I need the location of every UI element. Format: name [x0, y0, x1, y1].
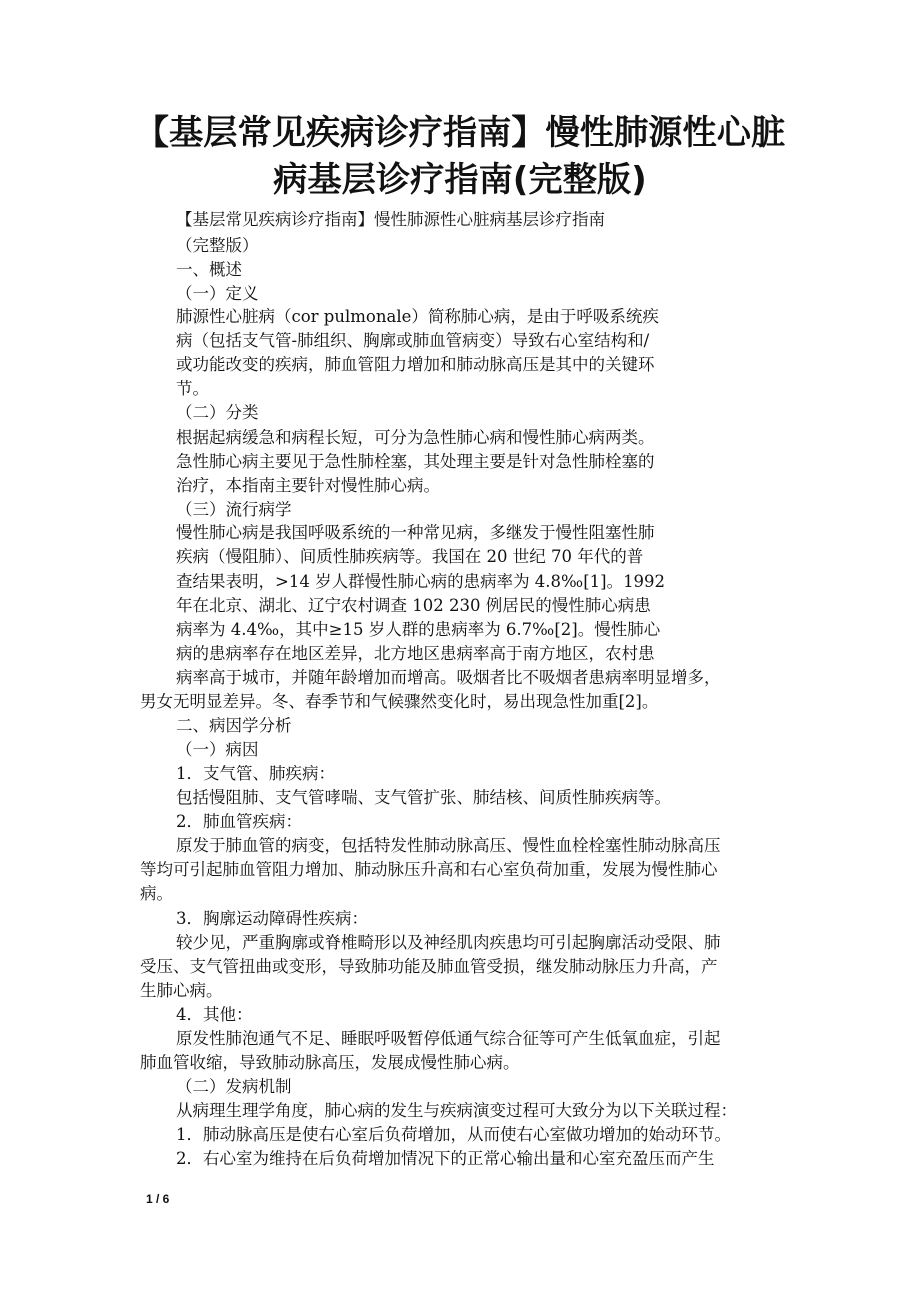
body-line: 原发性肺泡通气不足、睡眠呼吸暂停低通气综合征等可产生低氧血症，引起 [176, 1029, 721, 1048]
body-line: 病的患病率存在地区差异，北方地区患病率高于南方地区，农村患 [176, 644, 655, 663]
body-line: 生肺心病。 [140, 981, 223, 1000]
body-line: 男女无明显差异。冬、春季节和气候骤然变化时，易出现急性加重[2]。 [140, 692, 659, 711]
subsection-heading: （三）流行病学 [176, 500, 292, 519]
body-line: 4．其他： [176, 1005, 253, 1024]
body-line: 3．胸廓运动障碍性疾病： [176, 909, 368, 928]
document-title-line-2: 病基层诊疗指南(完整版) [273, 160, 647, 200]
body-line: 治疗，本指南主要针对慢性肺心病。 [176, 476, 440, 495]
section-heading: 一、概述 [176, 260, 242, 279]
body-line: 从病理生理学角度，肺心病的发生与疾病演变过程可大致分为以下关联过程： [176, 1101, 737, 1120]
body-line: 2．右心室为维持在后负荷增加情况下的正常心输出量和心室充盈压而产生 [176, 1149, 715, 1168]
body-line: 病率高于城市，并随年龄增加而增高。吸烟者比不吸烟者患病率明显增多， [176, 668, 721, 687]
body-line: 肺源性心脏病（cor pulmonale）简称肺心病，是由于呼吸系统疾 [176, 307, 659, 326]
body-line: 慢性肺心病是我国呼吸系统的一种常见病，多继发于慢性阻塞性肺 [176, 523, 655, 542]
body-line: 病（包括支气管-肺组织、胸廓或肺血管病变）导致右心室结构和/ [176, 331, 650, 350]
body-line: 节。 [176, 379, 209, 398]
body-line: 根据起病缓急和病程长短，可分为急性肺心病和慢性肺心病两类。 [176, 428, 655, 447]
body-line: 肺血管收缩，导致肺动脉高压，发展成慢性肺心病。 [140, 1053, 520, 1072]
body-line: 【基层常见疾病诊疗指南】慢性肺源性心脏病基层诊疗指南 [176, 210, 605, 229]
page-indicator: 1 / 6 [146, 1192, 170, 1206]
body-line: 疾病（慢阻肺）、间质性肺疾病等。我国在 20 世纪 70 年代的普 [176, 547, 644, 566]
body-line: 查结果表明，>14 岁人群慢性肺心病的患病率为 4.8‰[1]。1992 [176, 572, 666, 591]
section-heading: 二、病因学分析 [176, 716, 292, 735]
body-line: 包括慢阻肺、支气管哮喘、支气管扩张、肺结核、间质性肺疾病等。 [176, 788, 671, 807]
body-line: 较少见，严重胸廓或脊椎畸形以及神经肌肉疾患均可引起胸廓活动受限、肺 [176, 933, 721, 952]
body-line: （完整版） [176, 236, 259, 255]
subsection-heading: （二）分类 [176, 403, 259, 422]
subsection-heading: （一）病因 [176, 740, 259, 759]
body-line: 或功能改变的疾病，肺血管阻力增加和肺动脉高压是其中的关键环 [176, 355, 655, 374]
subsection-heading: （二）发病机制 [176, 1077, 292, 1096]
body-line: 1．支气管、肺疾病： [176, 764, 335, 783]
body-line: 急性肺心病主要见于急性肺栓塞，其处理主要是针对急性肺栓塞的 [176, 452, 655, 471]
body-line: 病率为 4.4‰，其中≥15 岁人群的患病率为 6.7‰[2]。慢性肺心 [176, 620, 661, 639]
subsection-heading: （一）定义 [176, 284, 259, 303]
body-line: 受压、支气管扭曲或变形，导致肺功能及肺血管受损，继发肺动脉压力升高，产 [140, 957, 718, 976]
body-line: 1．肺动脉高压是使右心室后负荷增加，从而使右心室做功增加的始动环节。 [176, 1125, 731, 1144]
body-line: 等均可引起肺血管阻力增加、肺动脉压升高和右心室负荷加重，发展为慢性肺心 [140, 860, 718, 879]
body-line: 2．肺血管疾病： [176, 812, 302, 831]
body-line: 年在北京、湖北、辽宁农村调查 102 230 例居民的慢性肺心病患 [176, 596, 651, 615]
document-title-line-1: 【基层常见疾病诊疗指南】慢性肺源性心脏 [134, 113, 786, 153]
body-line: 病。 [140, 884, 173, 903]
body-line: 原发于肺血管的病变，包括特发性肺动脉高压、慢性血栓栓塞性肺动脉高压 [176, 836, 721, 855]
